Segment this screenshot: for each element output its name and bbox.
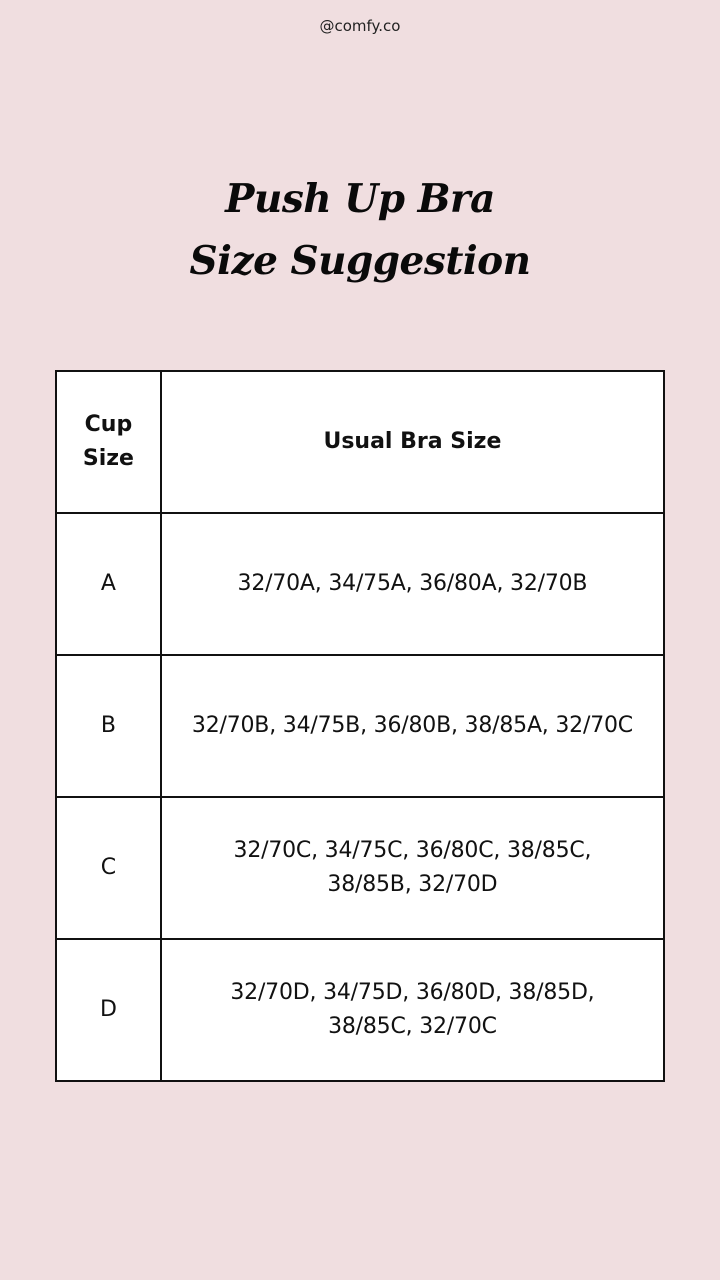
sizes-cell [161,939,664,1081]
cup-cell: D [56,939,161,1081]
table-row [56,513,664,655]
header-cup-size [56,371,161,513]
table-row [56,939,664,1081]
cup-cell: B [56,655,161,797]
size-table [55,370,665,1082]
cup-cell: A [56,513,161,655]
page-title [0,168,720,292]
header-usual-bra-size: Usual Bra Size [161,371,664,513]
sizes-line-2: 38/85C, 32/70C [328,1014,497,1039]
title-line-2: Size Suggestion [189,238,531,284]
sizes-cell [161,797,664,939]
title-line-1: Push Up Bra [225,176,495,222]
sizes-cell [161,513,664,655]
header-cup-line-1: Cup [84,412,133,437]
brand-handle: @comfy.co [319,17,401,35]
header-cup-line-2: Size [82,446,134,471]
table-row [56,797,664,939]
sizes-line-2: 38/85B, 32/70D [327,872,498,897]
sizes-line-1: 32/70A, 34/75A, 36/80A, 32/70B [237,571,588,596]
sizes-cell [161,655,664,797]
sizes-line-1: 32/70B, 34/75B, 36/80B, 38/85A, 32/70C [191,713,633,738]
cup-cell: C [56,797,161,939]
table-header-row [56,371,664,513]
sizes-line-1: 32/70D, 34/75D, 36/80D, 38/85D, [230,980,595,1005]
table-row [56,655,664,797]
sizes-line-1: 32/70C, 34/75C, 36/80C, 38/85C, [233,838,592,863]
